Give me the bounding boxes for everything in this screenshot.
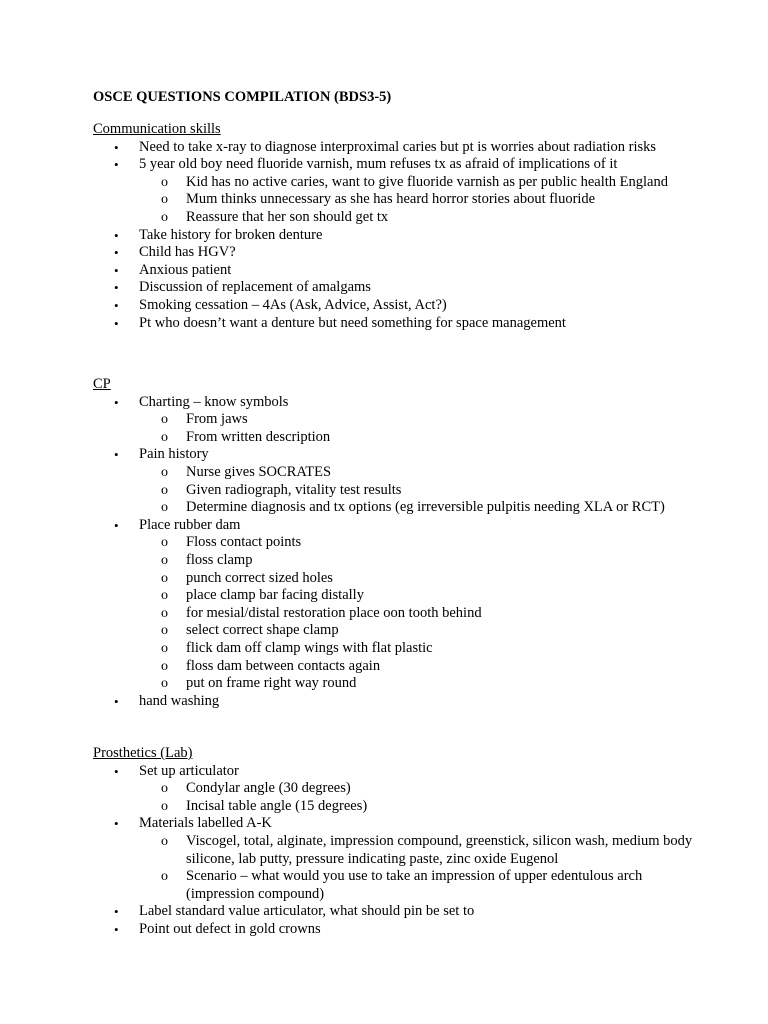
list-item: • Pt who doesn’t want a denture but need something for space management (93, 315, 713, 333)
list-item: • Need to take x-ray to diagnose interproximal caries but pt is worries about radiation risks (93, 139, 713, 157)
list-item: • Discussion of replacement of amalgams (93, 279, 713, 297)
sub-list (139, 833, 713, 903)
section-communication-skills (93, 121, 713, 332)
list-item: • Child has HGV? (93, 244, 713, 262)
list-item: • Materials labelled A-K o Viscogel, total, alginate, impression compound, greenstick, silicon wash, medium body silicone, lab putty, pressure indicating paste, zinc oxide Eugenol o Scenario – what would you use to take an impression of upper edentulous arch (impression compound) (93, 815, 713, 903)
sub-list-item: o Viscogel, total, alginate, impression compound, greenstick, silicon wash, medium body silicone, lab putty, pressure indicating paste, zinc oxide Eugenol (139, 833, 713, 868)
list-item: • Charting – know symbols o From jaws o From written description (93, 394, 713, 447)
list-item: • Point out defect in gold crowns (93, 921, 713, 939)
list-item: • Pain history o Nurse gives SOCRATES o Given radiograph, vitality test results o Determine diagnosis and tx options (eg irreversible pulpitis needing XLA or RCT) (93, 446, 713, 516)
sub-list-item: o Nurse gives SOCRATES (139, 464, 713, 482)
sub-list-item: o punch correct sized holes (139, 570, 713, 588)
bullet-list (93, 394, 713, 711)
section-heading: Prosthetics (Lab) (93, 745, 193, 761)
sub-list-item: o select correct shape clamp (139, 622, 713, 640)
list-item: • Place rubber dam o Floss contact points o floss clamp o punch correct sized holes o place clamp bar facing distally o for mesial/distal restoration place oon tooth behind o select correct shape clamp o flick dam off clamp wings with flat plastic o floss dam between contacts again o put on frame right way round (93, 517, 713, 693)
list-item: • 5 year old boy need fluoride varnish, mum refuses tx as afraid of implications of it o Kid has no active caries, want to give fluoride varnish as per public health England o Mum thinks unnecessary as she has heard horror stories about fluoride o Reassure that her son should get tx (93, 156, 713, 226)
sub-list-item: o Scenario – what would you use to take an impression of upper edentulous arch (impression compound) (139, 868, 713, 903)
sub-list-item: o Kid has no active caries, want to give fluoride varnish as per public health England (139, 174, 713, 192)
list-item: • Label standard value articulator, what should pin be set to (93, 903, 713, 921)
sub-list-item: o Reassure that her son should get tx (139, 209, 713, 227)
sub-list-item: o place clamp bar facing distally (139, 587, 713, 605)
list-item: • hand washing (93, 693, 713, 711)
section-heading: Communication skills (93, 121, 221, 137)
sub-list-item: o Given radiograph, vitality test results (139, 482, 713, 500)
sub-list (139, 174, 713, 227)
list-item: • Take history for broken denture (93, 227, 713, 245)
sub-list-item: o From jaws (139, 411, 713, 429)
sub-list (139, 780, 713, 815)
sub-list-item: o put on frame right way round (139, 675, 713, 693)
sub-list-item: o From written description (139, 429, 713, 447)
sub-list-item: o flick dam off clamp wings with flat plastic (139, 640, 713, 658)
section-prosthetics-lab (93, 745, 713, 939)
bullet-list (93, 139, 713, 333)
sub-list-item: o Mum thinks unnecessary as she has heard horror stories about fluoride (139, 191, 713, 209)
document-title: OSCE QUESTIONS COMPILATION (BDS3-5) (93, 89, 392, 105)
bullet-list (93, 763, 713, 939)
list-item: • Set up articulator o Condylar angle (30 degrees) o Incisal table angle (15 degrees) (93, 763, 713, 816)
sub-list-item: o Floss contact points (139, 534, 713, 552)
sub-list-item: o Incisal table angle (15 degrees) (139, 798, 713, 816)
sub-list-item: o floss clamp (139, 552, 713, 570)
section-heading: CP (93, 376, 111, 392)
sub-list-item: o Condylar angle (30 degrees) (139, 780, 713, 798)
sub-list (139, 411, 713, 446)
sub-list-item: o floss dam between contacts again (139, 658, 713, 676)
sub-list (139, 534, 713, 692)
sub-list-item: o for mesial/distal restoration place oon tooth behind (139, 605, 713, 623)
list-item: • Smoking cessation – 4As (Ask, Advice, Assist, Act?) (93, 297, 713, 315)
sub-list-item: o Determine diagnosis and tx options (eg irreversible pulpitis needing XLA or RCT) (139, 499, 713, 517)
list-item: • Anxious patient (93, 262, 713, 280)
sub-list (139, 464, 713, 517)
section-cp (93, 376, 713, 710)
